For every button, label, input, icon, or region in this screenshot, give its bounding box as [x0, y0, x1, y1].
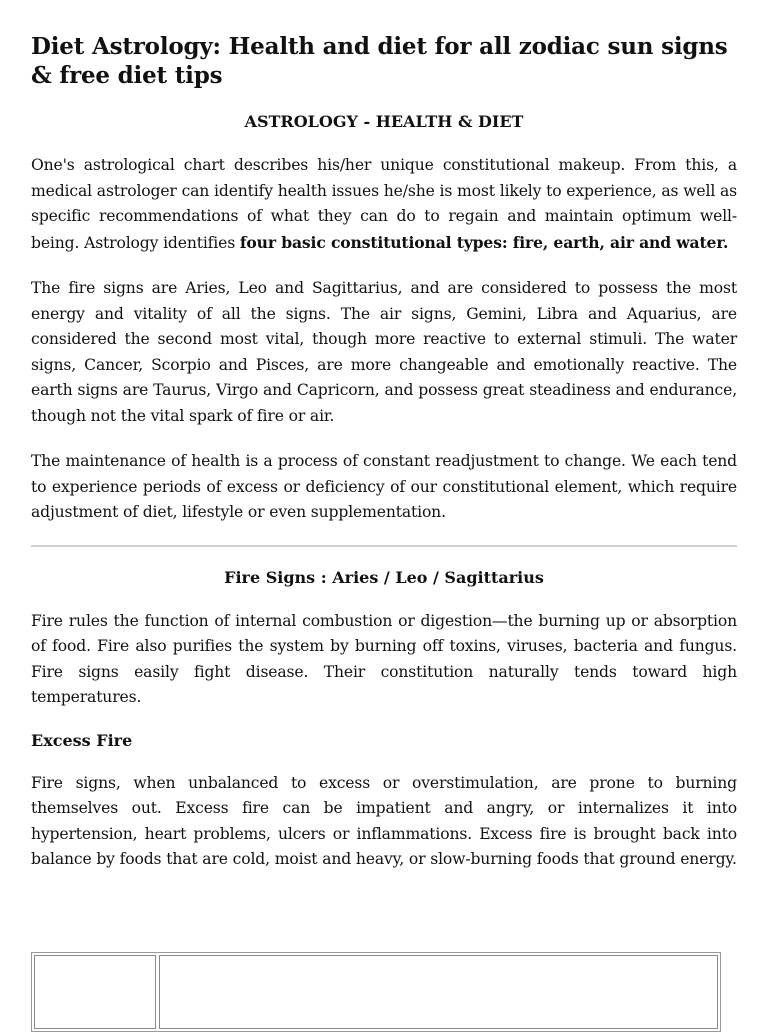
maintenance-paragraph: The maintenance of health is a process of constant readjustment to change. We each tend to experience periods of excess or deficiency of our constitutional element, which require adjustment of diet, lifestyle or even supplementation.	[31, 452, 737, 521]
diet-table	[31, 952, 721, 1032]
intro-bold-text: four basic constitutional types: fire, earth, air and water.	[239, 232, 729, 252]
article	[31, 0, 737, 873]
article-subtitle: ASTROLOGY - HEALTH & DIET	[244, 112, 524, 131]
table-cell	[34, 955, 156, 1029]
fire-section-heading: Fire Signs : Aries / Leo / Sagittarius	[224, 567, 544, 587]
table-cell	[159, 955, 718, 1029]
intro-paragraph	[31, 153, 737, 256]
intro-text: One's astrological chart describes his/her unique constitutional makeup. From this, a medical astrologer can identify health issues he/she is most likely to experience, as well as specific recommendations of what they can do to regain and maintain optimum well-being. Astrology identifies	[31, 156, 737, 252]
excess-fire-heading: Excess Fire	[31, 730, 133, 750]
table-row	[34, 955, 718, 1029]
excess-fire-paragraph: Fire signs, when unbalanced to excess or overstimulation, are prone to burning themselves out. Excess fire can be impatient and angry, or internalizes it into hypertension, heart problems, ulcers or inflammations. Excess fire is brought back into balance by foods that are cold, moist and heavy, or slow-burning foods that ground energy.	[31, 773, 737, 868]
section-divider	[31, 545, 737, 547]
signs-paragraph: The fire signs are Aries, Leo and Sagittarius, and are considered to possess the most energy and vitality of all the signs. The air signs, Gemini, Libra and Aquarius, are considered the second most vital, though more reactive to external stimuli. The water signs, Cancer, Scorpio and Pisces, are more changeable and emotionally reactive. The earth signs are Taurus, Virgo and Capricorn, and possess great steadiness and endurance, though not the vital spark of fire or air.	[31, 279, 737, 425]
fire-description-paragraph: Fire rules the function of internal combustion or digestion—the burning up or absorption of food. Fire also purifies the system by burning off toxins, viruses, bacteria and fungus. Fire signs easily fight disease. Their constitution naturally tends toward high temperatures.	[31, 611, 737, 706]
page-title: Diet Astrology: Health and diet for all zodiac sun signs & free diet tips	[31, 33, 728, 89]
